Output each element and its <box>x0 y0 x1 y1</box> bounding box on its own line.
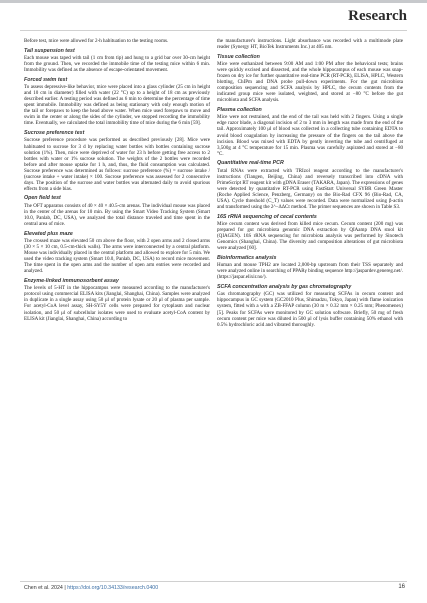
top-rule <box>0 0 427 3</box>
header-rule <box>20 30 407 31</box>
paragraph: Each mouse was taped with tail (1 cm from tip) and hung to a grid bar over 30-cm height from the ground. Then, we recorded the immobile time of the testing mice within 6 min. Immobility was defined as the absence of escape-orientated movement. <box>24 55 210 74</box>
section-heading: SCFA concentration analysis by gas chromatography <box>217 283 352 290</box>
paragraph: Mice were euthanized between 9:00 AM and 1:00 PM after the behavioral tests; brains were quickly excised and dissected, and the whole hippocampus of each mouse was snap-frozen on dry ice for further quantitative real-time PCR (RT-PCR), ELISA, HPLC, Western blotting, ChIPm and DNA probe pull-down experiments. For the gut microbiota composition sequencing and SCFA analysis by HPLC, the cecum contents from the indicated group mice were isolated, weighted, and stored at −80 °C before the gut microbiota and SCFA analysis. <box>217 61 403 104</box>
paragraph: Sucrose preference procedure was performed as described previously [28]. Mice were habituated to sucrose for 3 d by replacing water bottles with bottles containing sucrose solution (1%). Then, mice were deprived of water for 23 h before getting free access to 2 bottles with water or 1% sucrose solution. The weights of the 2 bottles were recorded before and after mouse uptake for 1 h, and, thus, the fluid consumption was calculated. Sucrose preference was determined as follows: sucrose preference (%) = sucrose intake / (sucrose intake + water intake) × 100. Sucrose preference was assessed for 2 consecutive days. The position of the sucrose and water bottles was alternated daily to avoid spurious effects from a side bias. <box>24 137 210 192</box>
footer-rule <box>20 581 407 582</box>
journal-title: Research <box>348 8 407 24</box>
section-heading: Plasma collection <box>217 107 262 113</box>
doi-link[interactable]: https://doi.org/10.34133/research.0400 <box>67 585 159 591</box>
section-heading: Quantitative real-time PCR <box>217 160 284 167</box>
section-heading: Open field test <box>24 195 61 202</box>
page-number: 16 <box>398 584 405 590</box>
citation-prefix: Chen et al. 2024 | <box>24 585 68 591</box>
citation <box>24 585 158 591</box>
paragraph: the manufacturer's instructions. Light absorbance was recorded with a multimode plate reader (Synergy HT, BioTek Instruments Inc.) at 405 nm. <box>217 38 403 51</box>
paragraph: The OFT apparatus consists of 40 × 40 × 40.5-cm arenas. The individual mouse was placed in the center of the arenas for 10 min. By using the Smart Video Tracking System (Smart 10.0, Panlab, DC, USA), we analyzed the total distance traveled and time spent in the central area of mice. <box>24 202 210 228</box>
paragraph: Mice cecum content was derived from killed mice cecum. Cecum content (200 mg) was prepared for gut microbiota genomic DNA extraction by QIAamp DNA stool kit (QIAGEN). 16S rRNA sequencing for microbiota analysis was performed by Sinotech Genomics (Shanghai, China). The diversity and composition alterations of gut microbiota were analyzed [60]. <box>217 221 403 252</box>
paragraph: Gas chromatography (GC) was utilized for measuring SCFAs in cecum content and hippocampus in GC system (GC2010 Plus, Shimadzu, Tokyo, Japan) with flame ionization system, fitted with a with a ZB-FFAP column (30 m × 0.32 mm × 0.25 mm; Phenomenex) [5]. Peaks for SCFAs were monitored by GC solution software. Briefly, 50 mg of fresh cecum content per mice was diluted in 500 μl of lysis buffer containing 50% ethanol with 0.5% hydrochloric acid and vibrated thoroughly. <box>217 291 403 328</box>
paragraph: Mice were not restrained, and the end of the tail was held with 2 fingers. Using a single edge razor blade, a diagonal incision of 2 to 3 mm in length was made from the end of the tail. Approximately 100 μl of blood was collected in a collecting tube containing EDTA to avoid blood coagulation by increasing the pressure of the fingers on the tail above the incision. Blood was mixed with EDTA by gently inverting the tube and centrifuged at 3,500g at 4 °C temperature for 15 min. Plasma was carefully aspirated and stored at −80 °C. <box>217 114 403 157</box>
section-heading: Forced swim test <box>24 76 68 83</box>
paragraph: The levels of 5-HT in the hippocampus were measured according to the manufacturer's protocol using commercial ELISA kits (Jianglai, Shanghai, China). Samples were analyzed in duplicate in a single assay using 50 μl of protein lysate or 20 μl of plasma per sample. For acetyl-CoA level assay, SH-SY5Y cells were prepared for cytoplasm and nuclear isolation, and 50 μl of subcellular isolates were used to evaluate acetyl-CoA content by ELISA kit (Jianglai, Shanghai, China) according to <box>24 285 210 322</box>
paragraph: The crossed maze was elevated 50 cm above the floor, with 2 open arms and 2 closed arms (30 × 5 × 10 cm, 0.5-cm-thick walls). The arms were interconnected by a central platform. Mouse was individually placed in the central platform and allowed to explore for 5 min. We used the video tracking system (Smart 10.0, Panlab, DC, USA) to record mice movement. The time spent in the open arms and the number of open arm entries were recorded and analyzed. <box>24 238 210 275</box>
section-heading: Tail suspension test <box>24 47 75 54</box>
paragraph: Human and mouse TPH2 are located 2,000-bp upstream from their TSS separately and were analyzed online in searching of PPARγ binding sequence http://jaspardev.genereg.net/. (https://jaspar.elixir.no/). <box>217 262 403 281</box>
paragraph: Total RNAs were extracted with TRIzol reagent according to the manufacturer's instructions (Tiangen, Beijing, China) and reversely transcribed into cDNA with PrimeScript RT reagent kit with gDNA Eraser (TAKARA, Japan). The expressions of genes were detected by quantitative RT-PCR using FastStart Universal SYBR Green Master (Roche Applied Science, Penzberg, Germany) on the Bio-Rad CFX 96 (Bio-Rad, CA, USA). Cycle threshold (C_T) values were recorded. Data were normalized using β-actin and transformed using the 2^−ΔΔCt method. The primer sequences are shown in Table S3. <box>217 167 403 210</box>
right-column <box>217 38 403 328</box>
paragraph: To assess depressive-like behavior, mice were placed into a glass cylinder (25 cm in height and 10 cm in diameter) filled with water (22 °C) up to a height of 18 cm as previously described earlier. A testing period was defined as 6 min to determine the percentage of time spent immobile. Immobility was defined as being stationary with only enough motion of the tail or forepaws to keep the head above water. When mice used forepaws to move and swim in the center or along the sides of the cylinder, we stopped recording the immobility time. Eventually, we calculated the total immobility time of mice during the 6 min [59]. <box>24 84 210 127</box>
section-heading: 16S rRNA sequencing of cecal contents <box>217 213 317 220</box>
left-column <box>24 38 210 322</box>
section-heading: Elevated plus maze <box>24 230 73 237</box>
section-heading: Tissue collection <box>217 53 260 60</box>
section-heading: Bioinformatics analysis <box>217 254 277 261</box>
paragraph: Before test, mice were allowed for 2-h habituation to the testing rooms. <box>24 38 169 44</box>
section-heading: Sucrose preference test <box>24 130 85 137</box>
section-heading: Enzyme-linked immunosorbent assay <box>24 277 119 284</box>
